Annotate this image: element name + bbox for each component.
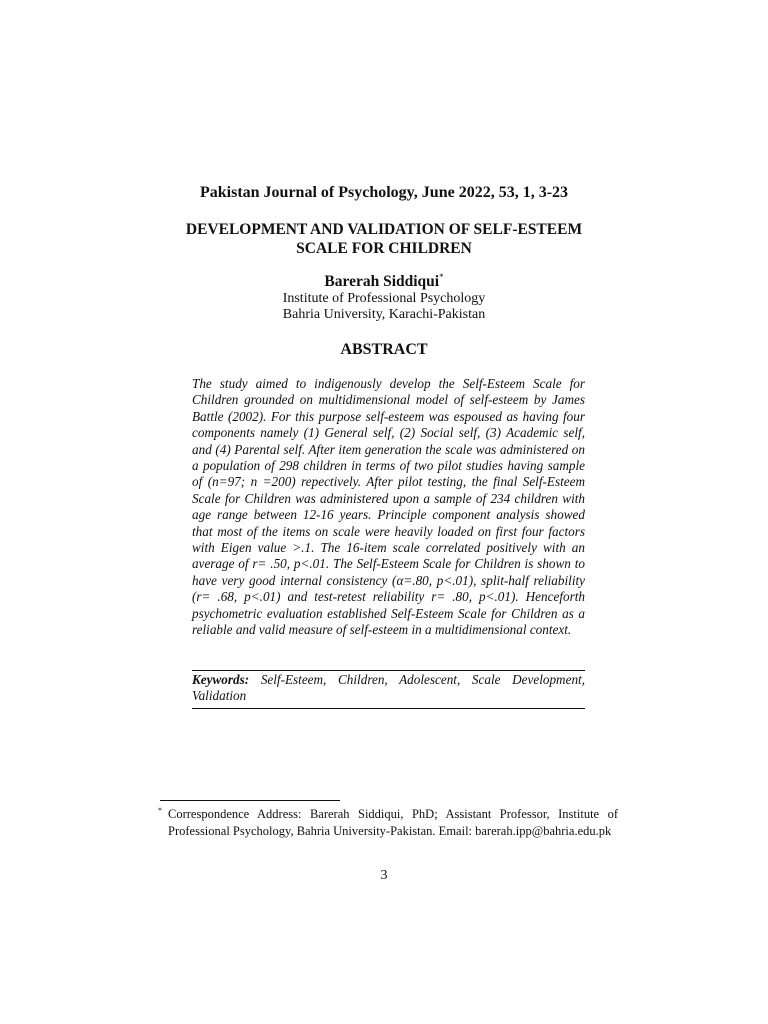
article-title-line-2: SCALE FOR CHILDREN <box>296 240 472 257</box>
author-name <box>0 272 768 291</box>
author-footnote-mark: * <box>439 272 444 282</box>
footnote <box>158 806 618 840</box>
abstract-heading: ABSTRACT <box>340 341 428 358</box>
footnote-mark: * <box>158 806 162 815</box>
article-title <box>0 220 768 258</box>
keywords-text: Self-Esteem, Children, Adolescent, Scale Development, Validation <box>192 672 585 704</box>
footnote-divider <box>160 800 340 801</box>
journal-citation: Pakistan Journal of Psychology, June 2022, 53, 1, 3-23 <box>199 184 569 201</box>
page-number: 3 <box>380 868 388 883</box>
footnote-text: Correspondence Address: Barerah Siddiqui, PhD; Assistant Professor, Institute of Professional Psychology, Bahria University-Pakistan. Email: barerah.ipp@bahria.edu.pk <box>168 807 618 838</box>
author-name-text: Barerah Siddiqui <box>324 273 440 291</box>
affiliation-line-2: Bahria University, Karachi-Pakistan <box>282 307 486 322</box>
keywords-block <box>192 670 585 709</box>
affiliation-line-1: Institute of Professional Psychology <box>282 291 486 306</box>
abstract-text: The study aimed to indigenously develop the Self-Esteem Scale for Children grounded on multidimensional model of self-esteem by James Battle (2002). For this purpose self-esteem was espoused as having four components namely (1) General self, (2) Social self, (3) Academic self, and (4) Parental self. After item generation the scale was administered on a population of 298 children in terms of two pilot studies having sample of (n=97; n =200) repectively. After pilot testing, the final Self-Esteem Scale for Children was administered upon a sample of 234 children with age range between 12-16 years. Principle component analysis showed that most of the items on scale were heavily loaded on first four factors with Eigen value >.1. The 16-item scale correlated positively with an average of r= .50, p<.01. The Self-Esteem Scale for Children is shown to have very good internal consistency (α=.80, p<.01), split-half reliability (r= .68, p<.01) and test-retest reliability r= .80, p<.01). Henceforth psychometric evaluation established Self-Esteem Scale for Children as a reliable and valid measure of self-esteem in a multidimensional context. <box>192 376 585 638</box>
article-title-line-1: DEVELOPMENT AND VALIDATION OF SELF-ESTEEM <box>185 221 583 238</box>
author-affiliation <box>0 291 768 323</box>
keywords-label: Keywords: <box>192 672 250 687</box>
